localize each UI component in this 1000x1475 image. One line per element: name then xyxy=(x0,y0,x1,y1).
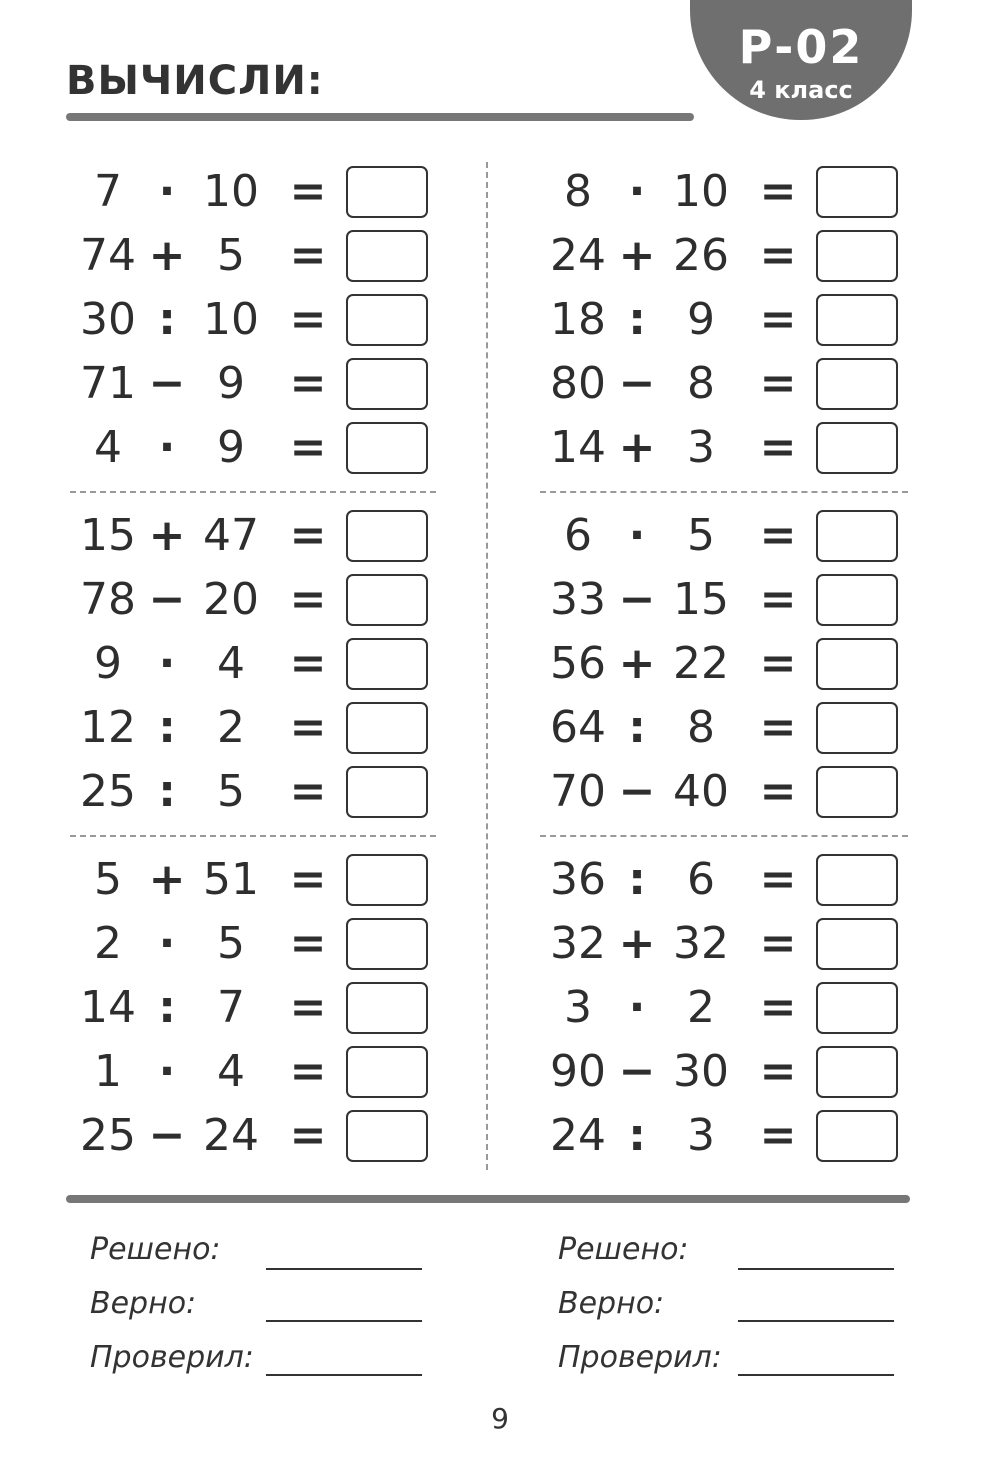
first-operand: 80 xyxy=(550,358,606,409)
exercise-row xyxy=(78,636,438,692)
first-operand: 1 xyxy=(94,1046,122,1097)
operator-sign: · xyxy=(628,166,646,217)
first-operand: 64 xyxy=(550,702,606,753)
equals-sign: = xyxy=(759,918,797,969)
answer-box[interactable] xyxy=(346,1110,428,1162)
second-operand: 9 xyxy=(687,294,715,345)
second-operand: 6 xyxy=(687,854,715,905)
operator-sign: : xyxy=(628,854,646,905)
operator-sign: − xyxy=(148,574,186,625)
exercise-row xyxy=(78,764,438,820)
first-operand: 6 xyxy=(564,510,592,561)
column-divider xyxy=(486,162,488,1170)
footer-label-checked: Проверил: xyxy=(558,1340,722,1375)
answer-box[interactable] xyxy=(816,166,898,218)
second-operand: 4 xyxy=(217,1046,245,1097)
answer-box[interactable] xyxy=(346,638,428,690)
equals-sign: = xyxy=(289,230,327,281)
equals-sign: = xyxy=(289,638,327,689)
answer-box[interactable] xyxy=(346,358,428,410)
answer-box[interactable] xyxy=(346,982,428,1034)
first-operand: 3 xyxy=(564,982,592,1033)
exercise-row xyxy=(548,572,908,628)
first-operand: 70 xyxy=(550,766,606,817)
bottom-rule xyxy=(66,1195,910,1203)
first-operand: 25 xyxy=(80,1110,136,1161)
answer-box[interactable] xyxy=(816,1046,898,1098)
operator-sign: − xyxy=(148,358,186,409)
exercise-row xyxy=(548,764,908,820)
operator-sign: : xyxy=(158,766,176,817)
exercise-row xyxy=(548,356,908,412)
operator-sign: : xyxy=(158,294,176,345)
answer-box[interactable] xyxy=(346,294,428,346)
first-operand: 12 xyxy=(80,702,136,753)
group-divider xyxy=(540,835,908,837)
first-operand: 56 xyxy=(550,638,606,689)
first-operand: 4 xyxy=(94,422,122,473)
exercise-row xyxy=(78,916,438,972)
exercise-row xyxy=(548,852,908,908)
exercise-row xyxy=(78,164,438,220)
exercise-row xyxy=(78,980,438,1036)
answer-box[interactable] xyxy=(816,766,898,818)
operator-sign: + xyxy=(618,638,656,689)
first-operand: 8 xyxy=(564,166,592,217)
answer-box[interactable] xyxy=(346,702,428,754)
equals-sign: = xyxy=(289,1110,327,1161)
second-operand: 10 xyxy=(673,166,729,217)
first-operand: 2 xyxy=(94,918,122,969)
second-operand: 3 xyxy=(687,1110,715,1161)
equals-sign: = xyxy=(759,230,797,281)
answer-box[interactable] xyxy=(816,510,898,562)
exercise-row xyxy=(548,636,908,692)
exercise-row xyxy=(78,572,438,628)
footer-line-solved[interactable] xyxy=(266,1268,422,1270)
equals-sign: = xyxy=(759,982,797,1033)
second-operand: 5 xyxy=(217,230,245,281)
equals-sign: = xyxy=(289,702,327,753)
second-operand: 51 xyxy=(203,854,259,905)
second-operand: 5 xyxy=(217,766,245,817)
operator-sign: : xyxy=(158,702,176,753)
page-number: 9 xyxy=(491,1402,509,1435)
first-operand: 78 xyxy=(80,574,136,625)
first-operand: 32 xyxy=(550,918,606,969)
equals-sign: = xyxy=(759,702,797,753)
operator-sign: · xyxy=(158,422,176,473)
operator-sign: + xyxy=(148,510,186,561)
footer-label-checked: Проверил: xyxy=(90,1340,254,1375)
footer-label-correct: Верно: xyxy=(558,1286,665,1321)
exercise-row xyxy=(78,1108,438,1164)
answer-box[interactable] xyxy=(346,854,428,906)
operator-sign: · xyxy=(158,1046,176,1097)
operator-sign: − xyxy=(618,766,656,817)
second-operand: 2 xyxy=(687,982,715,1033)
answer-box[interactable] xyxy=(816,638,898,690)
exercise-row xyxy=(78,420,438,476)
second-operand: 32 xyxy=(673,918,729,969)
answer-box[interactable] xyxy=(816,918,898,970)
equals-sign: = xyxy=(759,166,797,217)
answer-box[interactable] xyxy=(346,574,428,626)
operator-sign: + xyxy=(148,854,186,905)
operator-sign: : xyxy=(628,294,646,345)
first-operand: 18 xyxy=(550,294,606,345)
second-operand: 24 xyxy=(203,1110,259,1161)
group-divider xyxy=(70,491,436,493)
answer-box[interactable] xyxy=(816,854,898,906)
equals-sign: = xyxy=(759,766,797,817)
second-operand: 9 xyxy=(217,422,245,473)
answer-box[interactable] xyxy=(816,1110,898,1162)
exercise-row xyxy=(548,916,908,972)
second-operand: 26 xyxy=(673,230,729,281)
operator-sign: · xyxy=(158,638,176,689)
exercise-row xyxy=(548,164,908,220)
second-operand: 10 xyxy=(203,294,259,345)
footer-line-solved[interactable] xyxy=(738,1268,894,1270)
equals-sign: = xyxy=(759,510,797,561)
group-divider xyxy=(540,491,908,493)
answer-box[interactable] xyxy=(816,982,898,1034)
worksheet-badge xyxy=(690,0,912,120)
footer-line-checked[interactable] xyxy=(266,1374,422,1376)
footer-line-correct[interactable] xyxy=(738,1320,894,1322)
operator-sign: : xyxy=(628,702,646,753)
footer-label-solved: Решено: xyxy=(558,1232,689,1267)
exercise-row xyxy=(548,420,908,476)
first-operand: 25 xyxy=(80,766,136,817)
exercise-row xyxy=(78,356,438,412)
second-operand: 2 xyxy=(217,702,245,753)
equals-sign: = xyxy=(289,918,327,969)
answer-box[interactable] xyxy=(816,230,898,282)
group-divider xyxy=(70,835,436,837)
equals-sign: = xyxy=(759,294,797,345)
operator-sign: + xyxy=(618,230,656,281)
exercise-row xyxy=(548,508,908,564)
first-operand: 71 xyxy=(80,358,136,409)
operator-sign: + xyxy=(618,422,656,473)
first-operand: 30 xyxy=(80,294,136,345)
second-operand: 8 xyxy=(687,358,715,409)
second-operand: 3 xyxy=(687,422,715,473)
equals-sign: = xyxy=(289,166,327,217)
operator-sign: − xyxy=(618,358,656,409)
exercise-row xyxy=(78,508,438,564)
equals-sign: = xyxy=(289,422,327,473)
exercise-row xyxy=(78,292,438,348)
equals-sign: = xyxy=(759,574,797,625)
first-operand: 33 xyxy=(550,574,606,625)
second-operand: 15 xyxy=(673,574,729,625)
operator-sign: + xyxy=(618,918,656,969)
exercise-row xyxy=(78,852,438,908)
second-operand: 4 xyxy=(217,638,245,689)
footer-label-correct: Верно: xyxy=(90,1286,197,1321)
operator-sign: − xyxy=(618,1046,656,1097)
second-operand: 8 xyxy=(687,702,715,753)
answer-box[interactable] xyxy=(346,422,428,474)
equals-sign: = xyxy=(759,358,797,409)
answer-box[interactable] xyxy=(346,766,428,818)
exercise-row xyxy=(548,980,908,1036)
footer-label-solved: Решено: xyxy=(90,1232,221,1267)
answer-box[interactable] xyxy=(346,510,428,562)
first-operand: 24 xyxy=(550,230,606,281)
equals-sign: = xyxy=(289,358,327,409)
equals-sign: = xyxy=(289,510,327,561)
second-operand: 20 xyxy=(203,574,259,625)
footer-line-correct[interactable] xyxy=(266,1320,422,1322)
first-operand: 9 xyxy=(94,638,122,689)
exercise-row xyxy=(78,1044,438,1100)
title-rule xyxy=(66,113,694,121)
answer-box[interactable] xyxy=(346,1046,428,1098)
answer-box[interactable] xyxy=(346,166,428,218)
operator-sign: · xyxy=(628,982,646,1033)
second-operand: 9 xyxy=(217,358,245,409)
operator-sign: − xyxy=(148,1110,186,1161)
second-operand: 5 xyxy=(687,510,715,561)
second-operand: 22 xyxy=(673,638,729,689)
equals-sign: = xyxy=(759,1046,797,1097)
equals-sign: = xyxy=(289,294,327,345)
first-operand: 74 xyxy=(80,230,136,281)
second-operand: 7 xyxy=(217,982,245,1033)
equals-sign: = xyxy=(289,1046,327,1097)
badge-grade: 4 класс xyxy=(749,76,853,104)
page-title: ВЫЧИСЛИ: xyxy=(66,58,324,104)
second-operand: 5 xyxy=(217,918,245,969)
first-operand: 7 xyxy=(94,166,122,217)
second-operand: 47 xyxy=(203,510,259,561)
equals-sign: = xyxy=(289,854,327,905)
equals-sign: = xyxy=(289,982,327,1033)
equals-sign: = xyxy=(759,422,797,473)
equals-sign: = xyxy=(289,574,327,625)
operator-sign: · xyxy=(158,166,176,217)
answer-box[interactable] xyxy=(346,230,428,282)
first-operand: 14 xyxy=(550,422,606,473)
answer-box[interactable] xyxy=(346,918,428,970)
exercise-row xyxy=(548,292,908,348)
answer-box[interactable] xyxy=(816,422,898,474)
answer-box[interactable] xyxy=(816,702,898,754)
exercise-row xyxy=(548,1044,908,1100)
equals-sign: = xyxy=(759,1110,797,1161)
operator-sign: : xyxy=(628,1110,646,1161)
operator-sign: − xyxy=(618,574,656,625)
first-operand: 14 xyxy=(80,982,136,1033)
equals-sign: = xyxy=(289,766,327,817)
equals-sign: = xyxy=(759,854,797,905)
exercise-row xyxy=(548,700,908,756)
footer-line-checked[interactable] xyxy=(738,1374,894,1376)
exercise-row xyxy=(78,228,438,284)
first-operand: 5 xyxy=(94,854,122,905)
operator-sign: · xyxy=(628,510,646,561)
operator-sign: · xyxy=(158,918,176,969)
exercise-row xyxy=(548,228,908,284)
operator-sign: : xyxy=(158,982,176,1033)
exercise-row xyxy=(78,700,438,756)
exercise-row xyxy=(548,1108,908,1164)
operator-sign: + xyxy=(148,230,186,281)
first-operand: 24 xyxy=(550,1110,606,1161)
answer-box[interactable] xyxy=(816,358,898,410)
equals-sign: = xyxy=(759,638,797,689)
second-operand: 40 xyxy=(673,766,729,817)
first-operand: 90 xyxy=(550,1046,606,1097)
answer-box[interactable] xyxy=(816,294,898,346)
first-operand: 36 xyxy=(550,854,606,905)
second-operand: 30 xyxy=(673,1046,729,1097)
answer-box[interactable] xyxy=(816,574,898,626)
badge-code: Р-02 xyxy=(738,20,864,74)
first-operand: 15 xyxy=(80,510,136,561)
second-operand: 10 xyxy=(203,166,259,217)
